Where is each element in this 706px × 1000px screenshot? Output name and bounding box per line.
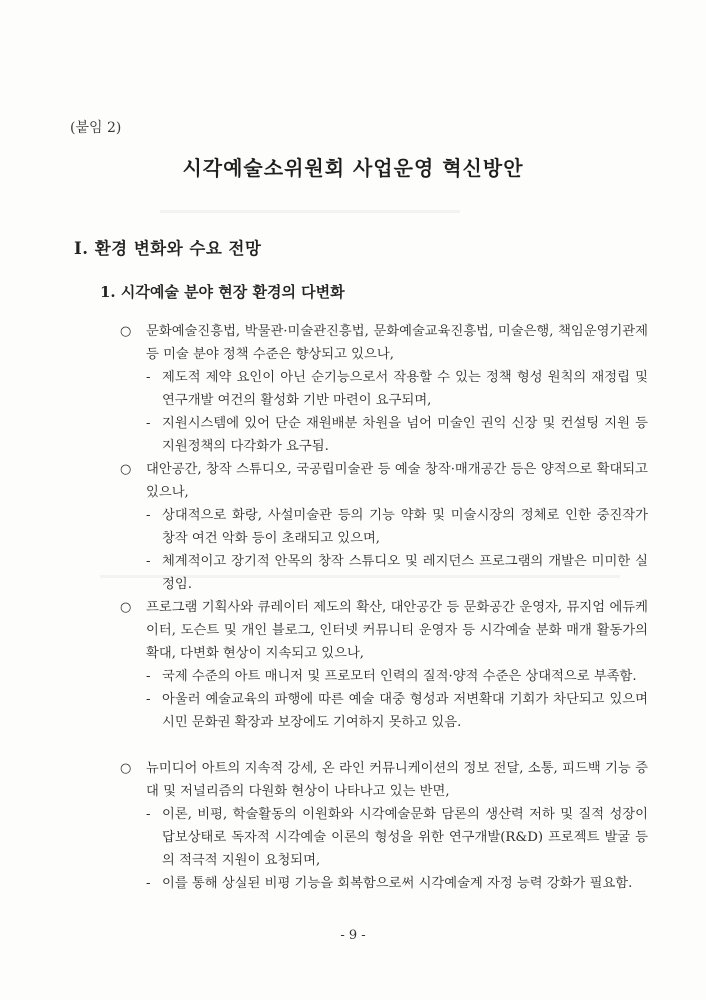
document-title: 시각예술소위원회 사업운영 혁신방안	[182, 156, 524, 180]
sub-point-text: 아울러 예술교육의 파행에 따른 예술 대중 형성과 저변확대 기회가 차단되고 있으며 시민 문화권 확장과 보장에도 기여하지 못하고 있음.	[162, 692, 648, 730]
sub-point	[118, 665, 648, 688]
circle-bullet-icon: ○	[120, 324, 132, 339]
bullet-paragraph	[118, 458, 648, 504]
dash-icon: -	[146, 370, 151, 385]
sub-point	[118, 550, 648, 596]
sub-point-text: 상대적으로 화랑, 사설미술관 등의 기능 약화 및 미술시장의 정체로 인한 중진작가 창작 여건 악화 등이 초래되고 있으며,	[162, 508, 648, 546]
bullet-text: 프로그램 기획사와 큐레이터 제도의 확산, 대안공간 등 문화공간 운영자, 뮤지엄 에듀케이터, 도슨트 및 개인 블로그, 인터넷 커뮤니티 운영자 등 시각예술 분화 매개 활동가의 확대, 다변화 현상이 지속되고 있으나,	[146, 600, 648, 661]
dash-icon: -	[146, 669, 151, 684]
sub-point	[118, 366, 648, 412]
bullet-text: 뉴미디어 아트의 지속적 강세, 온 라인 커뮤니케이션의 정보 전달, 소통, 피드백 기능 증대 및 저널리즘의 다원화 현상이 나타나고 있는 반면,	[146, 761, 648, 799]
circle-bullet-icon: ○	[120, 600, 132, 615]
section-heading: Ⅰ. 환경 변화와 수요 전망	[74, 239, 262, 258]
dash-icon: -	[146, 876, 151, 891]
sub-point	[118, 504, 648, 550]
page-number: - 9 -	[340, 928, 366, 943]
bullet-text: 문화예술진흥법, 박물관·미술관진흥법, 문화예술교육진흥법, 미술은행, 책임운영기관제 등 미술 분야 정책 수준은 향상되고 있으나,	[146, 324, 648, 362]
sub-point	[118, 688, 648, 734]
sub-point-text: 제도적 제약 요인이 아닌 순기능으로서 작용할 수 있는 정책 형성 원칙의 재정립 및 연구개발 여건의 활성화 기반 마련이 요구되며,	[162, 370, 648, 408]
sub-point	[118, 803, 648, 872]
list-item	[118, 757, 648, 895]
sub-point	[118, 412, 648, 458]
scan-artifact	[160, 210, 460, 213]
dash-icon: -	[146, 807, 151, 822]
circle-bullet-icon: ○	[120, 462, 132, 477]
dash-icon: -	[146, 692, 151, 707]
bullet-paragraph	[118, 320, 648, 366]
dash-icon: -	[146, 554, 151, 569]
sub-point-text: 체계적이고 장기적 안목의 창작 스튜디오 및 레지던스 프로그램의 개발은 미미한 실정임.	[162, 554, 648, 592]
sub-point	[118, 872, 648, 895]
list-item	[118, 320, 648, 458]
list-item	[118, 458, 648, 596]
sub-point-text: 국제 수준의 아트 매니저 및 프로모터 인력의 질적·양적 수준은 상대적으로 부족함.	[162, 669, 637, 684]
dash-icon: -	[146, 416, 151, 431]
attachment-label: (붙임 2)	[70, 120, 122, 136]
sub-point-text: 이론, 비평, 학술활동의 이원화와 시각예술문화 담론의 생산력 저하 및 질적 성장이 답보상태로 독자적 시각예술 이론의 형성을 위한 연구개발(R&D) 프로젝트 발굴 등의 적극적 지원이 요청되며,	[162, 807, 648, 868]
bullet-paragraph	[118, 596, 648, 665]
sub-point-text: 이를 통해 상실된 비평 기능을 회복함으로써 시각예술계 자정 능력 강화가 필요함.	[162, 876, 633, 891]
circle-bullet-icon: ○	[120, 761, 132, 776]
bullet-text: 대안공간, 창작 스튜디오, 국공립미술관 등 예술 창작·매개공간 등은 양적으로 확대되고 있으나,	[146, 462, 648, 500]
bullet-paragraph	[118, 757, 648, 803]
list-item	[118, 596, 648, 734]
sub-point-text: 지원시스템에 있어 단순 재원배분 차원을 넘어 미술인 권익 신장 및 컨설팅 지원 등 지원정책의 다각화가 요구됨.	[162, 416, 648, 454]
sub-heading: 1. 시각예술 분야 현장 환경의 다변화	[100, 283, 345, 301]
dash-icon: -	[146, 508, 151, 523]
